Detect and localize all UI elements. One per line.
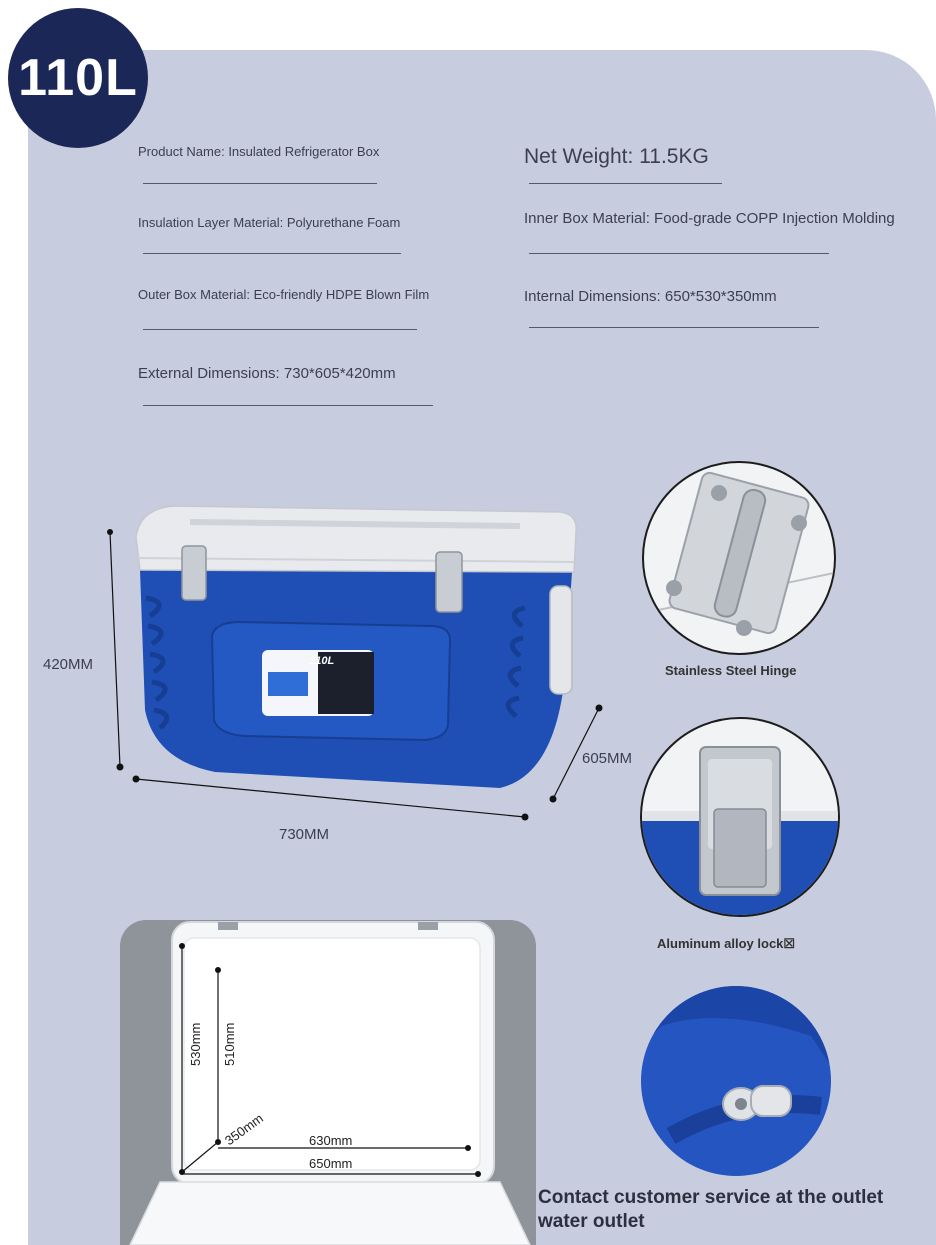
outlet-caption: Contact customer service at the outlet water outlet (538, 1187, 884, 1232)
lock-caption: Aluminum alloy lock☒ (657, 936, 796, 951)
spec-product-name: Product Name: Insulated Refrigerator Box (138, 144, 380, 159)
spec-outer-material: Outer Box Material: Eco-friendly HDPE Blown Film (138, 287, 430, 302)
spec-insulation: Insulation Layer Material: Polyurethane Foam (138, 215, 401, 230)
height-dimension-line (110, 532, 120, 767)
interior-width-inner-label: 630mm (309, 1133, 353, 1148)
spec-internal-dimensions: Internal Dimensions: 650*530*350mm (524, 288, 777, 305)
latch (182, 546, 206, 600)
divider (143, 253, 401, 254)
interior-width-outer-label: 650mm (309, 1156, 353, 1171)
hinge-closeup (642, 461, 836, 655)
interior-height-inner: 510mm (222, 1022, 237, 1066)
hinge-caption: Stainless Steel Hinge (665, 663, 797, 678)
interior-height-outer: 530mm (188, 1022, 203, 1066)
latch (436, 552, 462, 612)
side-handle (550, 586, 572, 694)
depth-dimension-label: 605MM (582, 750, 633, 767)
spec-external-dimensions: External Dimensions: 730*605*420mm (138, 365, 396, 382)
interior-depth-label: 350mm (222, 1110, 266, 1149)
spec-net-weight: Net Weight: 11.5KG (524, 145, 709, 168)
spec-inner-material: Inner Box Material: Food-grade COPP Injection Molding (524, 210, 895, 227)
outlet-closeup (641, 986, 831, 1176)
interior-photo (120, 920, 536, 1245)
capacity-badge (8, 8, 148, 148)
height-dimension-label: 420MM (43, 656, 94, 673)
divider (143, 183, 377, 184)
lock-closeup (640, 717, 840, 917)
cooler-illustration (0, 440, 640, 860)
divider (529, 327, 819, 328)
width-dimension-label: 730MM (279, 826, 330, 843)
divider (529, 183, 722, 184)
divider (143, 329, 417, 330)
divider (529, 253, 829, 254)
capacity-label: 110L (18, 49, 138, 107)
product-label-capacity: 110L (310, 655, 335, 667)
divider (143, 405, 433, 406)
